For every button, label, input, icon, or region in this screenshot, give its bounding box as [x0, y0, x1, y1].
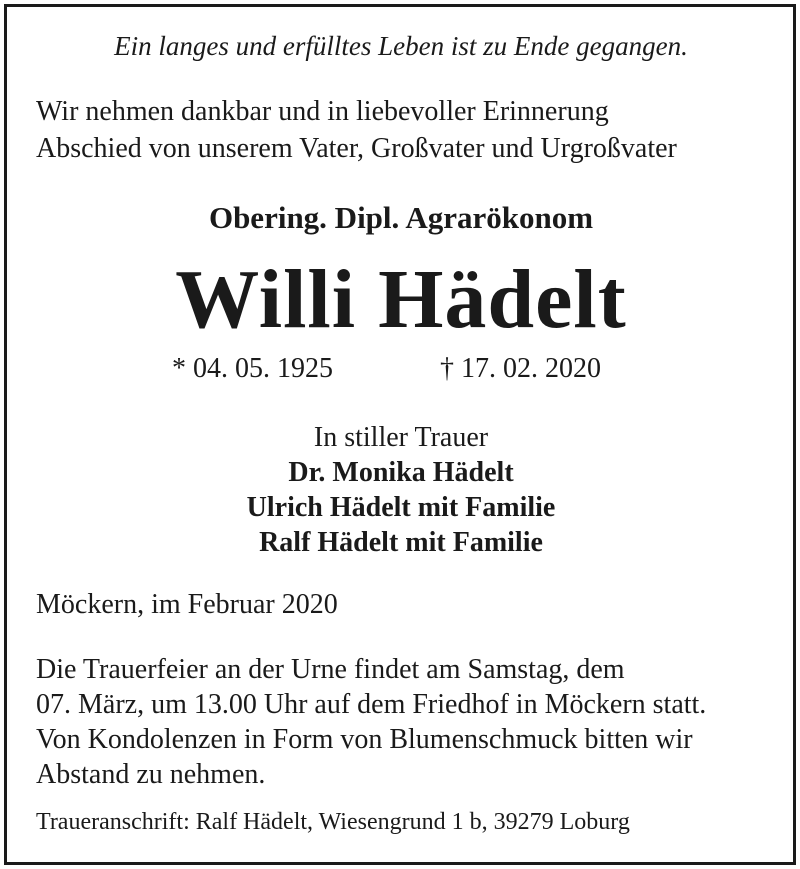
ceremony-line-4: Abstand zu nehmen. [36, 759, 266, 790]
death-date: † 17. 02. 2020 [440, 353, 601, 384]
mourning-heading: In stiller Trauer [313, 422, 489, 453]
condolence-address: Traueranschrift: Ralf Hädelt, Wiesengrund 1 b, 39279 Loburg [36, 809, 630, 835]
intro-text: Ein langes und erfülltes Leben ist zu Ende gegangen. [114, 31, 688, 61]
ceremony-line-2: 07. März, um 13.00 Uhr auf dem Friedhof in Möckern statt. [36, 689, 707, 720]
farewell-line-2: Abschied von unserem Vater, Großvater und Urgroßvater [36, 133, 677, 164]
mourners-block [36, 420, 766, 560]
place-date: Möckern, im Februar 2020 [36, 589, 338, 620]
farewell-text [36, 93, 766, 167]
mourner-name: Ulrich Hädelt mit Familie [246, 492, 556, 523]
birth-date: * 04. 05. 1925 [172, 353, 333, 384]
ceremony-line-1: Die Trauerfeier an der Urne findet am Samstag, dem [36, 654, 625, 685]
ceremony-text [36, 652, 766, 792]
farewell-line-1: Wir nehmen dankbar und in liebevoller Erinnerung [36, 96, 609, 127]
mourner-name: Ralf Hädelt mit Familie [259, 527, 543, 558]
deceased-name: Willi Hädelt [175, 253, 627, 346]
mourner-name: Dr. Monika Hädelt [288, 457, 514, 488]
deceased-title: Obering. Dipl. Agrarökonom [208, 200, 594, 235]
ceremony-line-3: Von Kondolenzen in Form von Blumenschmuck bitten wir [36, 724, 693, 755]
